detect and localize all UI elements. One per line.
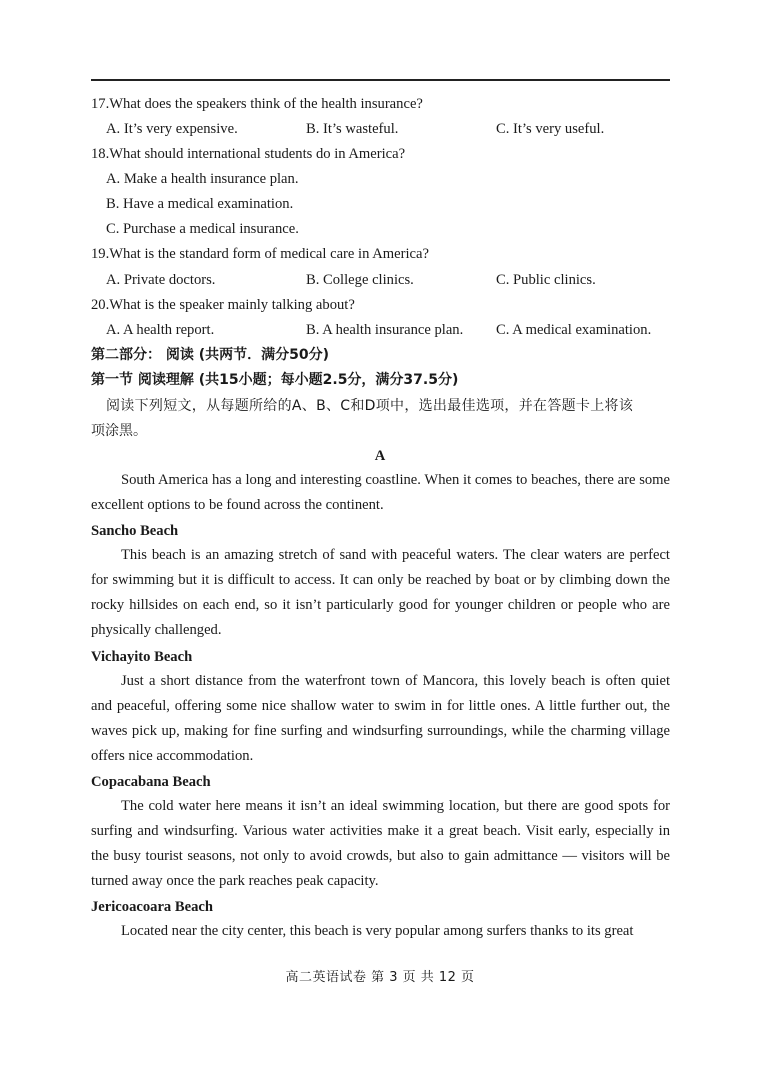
beach-text-copacabana: The cold water here means it isn’t an ideal swimming location, but there are good spots for surfing and windsurfing. Various water activities make it a great beach. Visit early, especially in the busy tourist seasons, not only to avoid crowds, but also to gain admittance — visitors will be turned away once the park reaches peak capacity. — [91, 798, 670, 890]
beach-heading-copacabana: Copacabana Beach — [91, 774, 211, 790]
beach-text-jericoacoara: Located near the city center, this beach is very popular among surfers thanks to its great — [121, 923, 634, 939]
header-rule — [91, 79, 670, 81]
question-18-stem: 18.What should international students do in America? — [91, 146, 406, 162]
instructions-line-2: 项涂黑。 — [91, 423, 147, 439]
beach-text-sancho: This beach is an amazing stretch of sand with peaceful waters. The clear waters are perfect for swimming but it is difficult to access. It can only be reached by boat or by climbing down the rocky hillsides on each end, so it isn’t particularly good for younger children or people who are physically challenged. — [91, 547, 670, 639]
question-20-option-a: A. A health report. — [106, 322, 215, 338]
beach-heading-vichayito: Vichayito Beach — [91, 649, 193, 665]
question-17-option-c: C. It’s very useful. — [496, 121, 605, 137]
question-18-option-b: B. Have a medical examination. — [106, 196, 294, 212]
beach-description-sancho — [91, 543, 670, 643]
question-18-option-c: C. Purchase a medical insurance. — [106, 221, 299, 237]
question-19-option-c: C. Public clinics. — [496, 272, 596, 288]
section-2-title: 第二部分： 阅读 (共两节．满分50分) — [91, 347, 330, 363]
question-19-stem: 19.What is the standard form of medical care in America? — [91, 246, 429, 262]
question-20-stem: 20.What is the speaker mainly talking about? — [91, 297, 355, 313]
section-2-part-1-title: 第一节 阅读理解 (共15小题；每小题2.5分，满分37.5分) — [91, 372, 459, 388]
beach-heading-jericoacoara: Jericoacoara Beach — [91, 899, 213, 915]
question-20-option-b: B. A health insurance plan. — [306, 322, 464, 338]
question-18-option-a: A. Make a health insurance plan. — [106, 171, 299, 187]
beach-text-vichayito: Just a short distance from the waterfront town of Mancora, this lovely beach is often quiet and peaceful, offering some nice shallow water to swim in for little ones. A little further out, the waves pick up, making for fine surfing and windsurfing surroundings, while the charming village offers nice accommodation. — [91, 673, 670, 765]
passage-intro-text: South America has a long and interesting coastline. When it comes to beaches, there are some excellent options to be found across the continent. — [91, 472, 670, 514]
question-17-option-b: B. It’s wasteful. — [306, 121, 399, 137]
question-19-option-a: A. Private doctors. — [106, 272, 216, 288]
passage-intro — [91, 468, 670, 518]
passage-letter: A — [374, 448, 386, 464]
page-footer: 高二英语试卷 第 3 页 共 12 页 — [285, 970, 475, 985]
question-17-stem: 17.What does the speakers think of the health insurance? — [91, 96, 423, 112]
beach-description-copacabana — [91, 794, 670, 894]
question-17-option-a: A. It’s very expensive. — [106, 121, 238, 137]
question-20-option-c: C. A medical examination. — [496, 322, 652, 338]
beach-description-jericoacoara — [91, 919, 670, 944]
question-19-option-b: B. College clinics. — [306, 272, 414, 288]
beach-description-vichayito — [91, 669, 670, 769]
beach-heading-sancho: Sancho Beach — [91, 523, 179, 539]
instructions-line-1: 阅读下列短文，从每题所给的A、B、C和D项中，选出最佳选项，并在答题卡上将该 — [106, 398, 634, 414]
